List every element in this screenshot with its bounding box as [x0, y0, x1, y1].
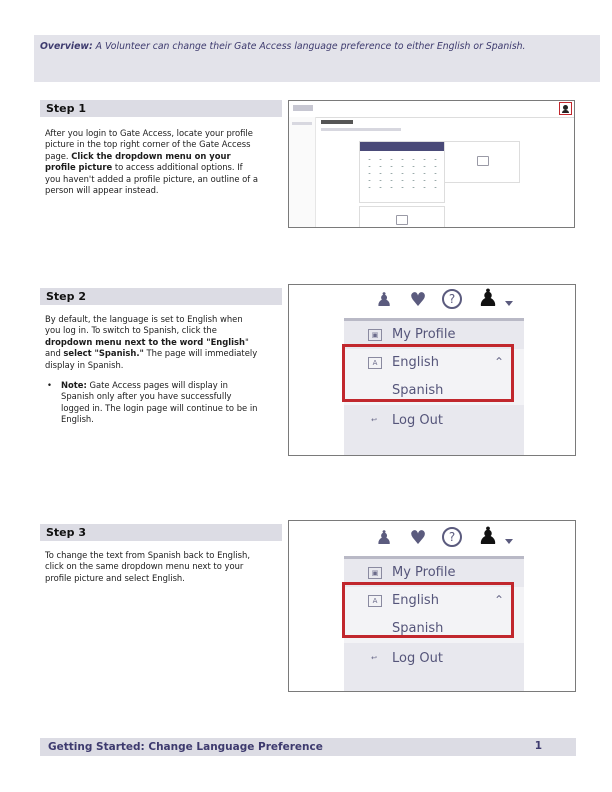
- mini-logo: [293, 105, 313, 111]
- step-2-text-bold-2: select "Spanish.": [63, 348, 144, 359]
- step-2-text-c: " and: [45, 336, 249, 359]
- mini-card-2: [359, 206, 445, 228]
- spanish-label: Spanish: [392, 621, 444, 636]
- mini-topbar: [289, 101, 574, 118]
- profile-icon-body: [562, 110, 569, 113]
- step-1-heading: Step 1: [40, 100, 282, 117]
- overview-label: Overview:: [40, 41, 93, 52]
- log-out-label: Log Out: [392, 651, 443, 666]
- log-out-label: Log Out: [392, 413, 443, 428]
- help-icon: ?: [442, 527, 462, 547]
- help-icon: ?: [442, 289, 462, 309]
- mini-sidebar: [289, 117, 316, 227]
- step-2-text-a: By default, the language is set to English when you log in. To switch to Spanish, click the: [45, 314, 243, 336]
- highlight-box: [342, 582, 514, 638]
- step-3-text: [45, 550, 260, 584]
- calendar-icon: [396, 215, 408, 225]
- profile-card-icon: ▣: [368, 567, 382, 579]
- language-icon: A: [368, 595, 382, 607]
- calendar-icon: [477, 156, 489, 166]
- overview-text: [40, 41, 594, 53]
- user-search-icon: ♟: [375, 289, 393, 311]
- profile-icon: ♟: [477, 522, 499, 550]
- overview-body: A Volunteer can change their Gate Access language preference to either English or Spanish.: [92, 41, 526, 52]
- step-3-heading: Step 3: [40, 524, 282, 541]
- chevron-down-icon: [505, 301, 513, 306]
- step-2-text-e: The page will immediately display in Spanish.: [45, 348, 258, 370]
- step-2-note: [45, 380, 260, 426]
- step-2-screenshot: [288, 284, 576, 456]
- page-number: 1: [534, 740, 542, 752]
- english-label: English: [392, 593, 439, 608]
- bell-icon: ♥: [409, 527, 427, 549]
- user-search-icon: ♟: [375, 527, 393, 549]
- menu-item-log-out[interactable]: [344, 407, 524, 435]
- bullet: •: [47, 380, 52, 391]
- mini-calendar: [359, 141, 445, 203]
- logout-icon: ↩: [371, 654, 377, 662]
- step-1-text: [45, 128, 260, 196]
- logout-icon: ↩: [371, 416, 377, 424]
- step-2-heading: Step 2: [40, 288, 282, 305]
- mini-tabs: [321, 128, 401, 131]
- mini-card: [444, 141, 520, 183]
- profile-card-icon: ▣: [368, 329, 382, 341]
- overview-banner: [34, 35, 600, 82]
- bell-icon: ♥: [409, 289, 427, 311]
- spanish-label: Spanish: [392, 383, 444, 398]
- chevron-up-icon: ⌃: [494, 593, 505, 607]
- mini-page-title: [321, 120, 353, 124]
- step-1-screenshot: [288, 100, 575, 228]
- mini-profile-highlight: [559, 102, 572, 115]
- highlight-box: [342, 344, 514, 402]
- step-2-text: [45, 314, 260, 426]
- chevron-up-icon: ⌃: [494, 355, 505, 369]
- step-3-screenshot: [288, 520, 576, 692]
- step-1-text-a: After you login to Gate Access, locate your profile picture in the top right corner of the Gate Access page.: [45, 128, 253, 161]
- profile-icon: ♟: [477, 284, 499, 312]
- english-label: English: [392, 355, 439, 370]
- menu-item-log-out[interactable]: [344, 645, 524, 673]
- footer-title: Getting Started: Change Language Preference: [48, 741, 323, 753]
- my-profile-label: My Profile: [392, 565, 456, 580]
- note-label: Note:: [61, 380, 87, 391]
- language-icon: A: [368, 357, 382, 369]
- note-text: Gate Access pages will display in Spanish only after you have successfully logged in. The login page will continue to be in English.: [61, 380, 258, 425]
- chevron-down-icon: [505, 539, 513, 544]
- step-1-text-c: to access additional options. If you haven't added a profile picture, an outline of a person will appear instead.: [45, 162, 258, 196]
- step-2-text-bold-1: dropdown menu next to the word "English: [45, 336, 245, 347]
- footer: [40, 738, 576, 756]
- step-3-text-body: To change the text from Spanish back to English, click on the same dropdown menu next to your profile picture and select English.: [45, 550, 250, 583]
- my-profile-label: My Profile: [392, 327, 456, 342]
- step-1-text-bold: Click the dropdown menu on your profile picture: [45, 150, 231, 173]
